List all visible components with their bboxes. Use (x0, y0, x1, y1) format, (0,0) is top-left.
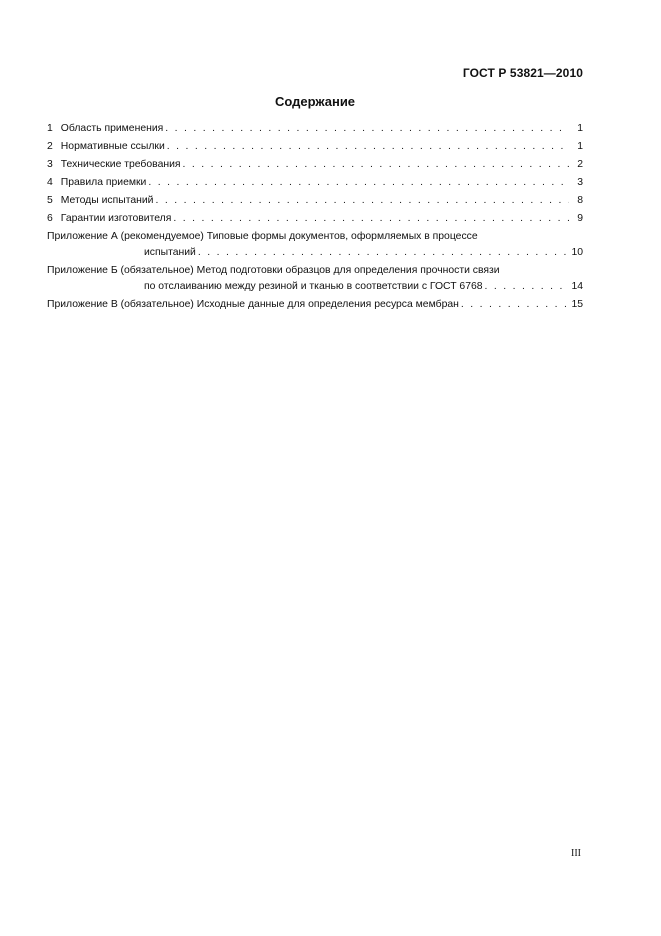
appendix-a-label: Приложение А (рекомендуемое) Типовые формы документов, оформляемых в процессе (47, 231, 478, 242)
dot-leader (148, 176, 569, 190)
toc-entry-page: 1 (577, 123, 583, 134)
dot-leader (461, 298, 569, 312)
toc-entry-title: Методы испытаний (60, 195, 154, 206)
dot-leader (165, 122, 569, 136)
toc-entry-3[interactable] (47, 158, 583, 176)
toc-entry-title: Область применения (60, 123, 164, 134)
appendix-v-label: Приложение В (обязательное) Исходные данные для определения ресурса мембран (47, 299, 459, 310)
document-code: ГОСТ Р 53821—2010 (462, 66, 583, 80)
toc-entry-title: Гарантии изготовителя (60, 213, 172, 224)
toc-appendix-a-cont[interactable] (47, 246, 583, 264)
dot-leader (183, 158, 569, 172)
toc-entry-5[interactable] (47, 194, 583, 212)
toc-title: Содержание (274, 94, 356, 109)
dot-leader (167, 140, 569, 154)
dot-leader (198, 246, 569, 260)
dot-leader (155, 194, 569, 208)
toc-entry-page: 14 (571, 281, 583, 292)
page-folio: III (571, 848, 581, 859)
toc-appendix-v[interactable] (47, 298, 583, 316)
toc-entry-1[interactable] (47, 122, 583, 140)
toc-entry-page: 2 (577, 159, 583, 170)
appendix-a-continuation: испытаний (144, 247, 196, 258)
dot-leader (173, 212, 569, 226)
toc-entry-6[interactable] (47, 212, 583, 230)
toc-entry-page: 9 (577, 213, 583, 224)
toc-entry-page: 8 (577, 195, 583, 206)
toc-appendix-a[interactable] (47, 230, 583, 246)
toc-entry-number: 5 (47, 195, 53, 206)
table-of-contents (47, 122, 583, 316)
dot-leader (485, 280, 569, 294)
toc-entry-page: 15 (571, 299, 583, 310)
toc-entry-title: Нормативные ссылки (60, 141, 165, 152)
toc-entry-page: 1 (577, 141, 583, 152)
toc-entry-title: Правила приемки (60, 177, 147, 188)
toc-appendix-b-cont[interactable] (47, 280, 583, 298)
appendix-b-continuation: по отслаиванию между резиной и тканью в соответствии с ГОСТ 6768 (144, 281, 483, 292)
toc-entry-number: 2 (47, 141, 53, 152)
toc-entry-number: 3 (47, 159, 53, 170)
appendix-b-label: Приложение Б (обязательное) Метод подготовки образцов для определения прочности связи (47, 265, 500, 276)
toc-entry-4[interactable] (47, 176, 583, 194)
toc-appendix-b[interactable] (47, 264, 583, 280)
toc-entry-page: 10 (571, 247, 583, 258)
toc-entry-number: 4 (47, 177, 53, 188)
toc-entry-number: 1 (47, 123, 53, 134)
toc-entry-title: Технические требования (60, 159, 181, 170)
toc-entry-2[interactable] (47, 140, 583, 158)
toc-entry-number: 6 (47, 213, 53, 224)
toc-entry-page: 3 (577, 177, 583, 188)
